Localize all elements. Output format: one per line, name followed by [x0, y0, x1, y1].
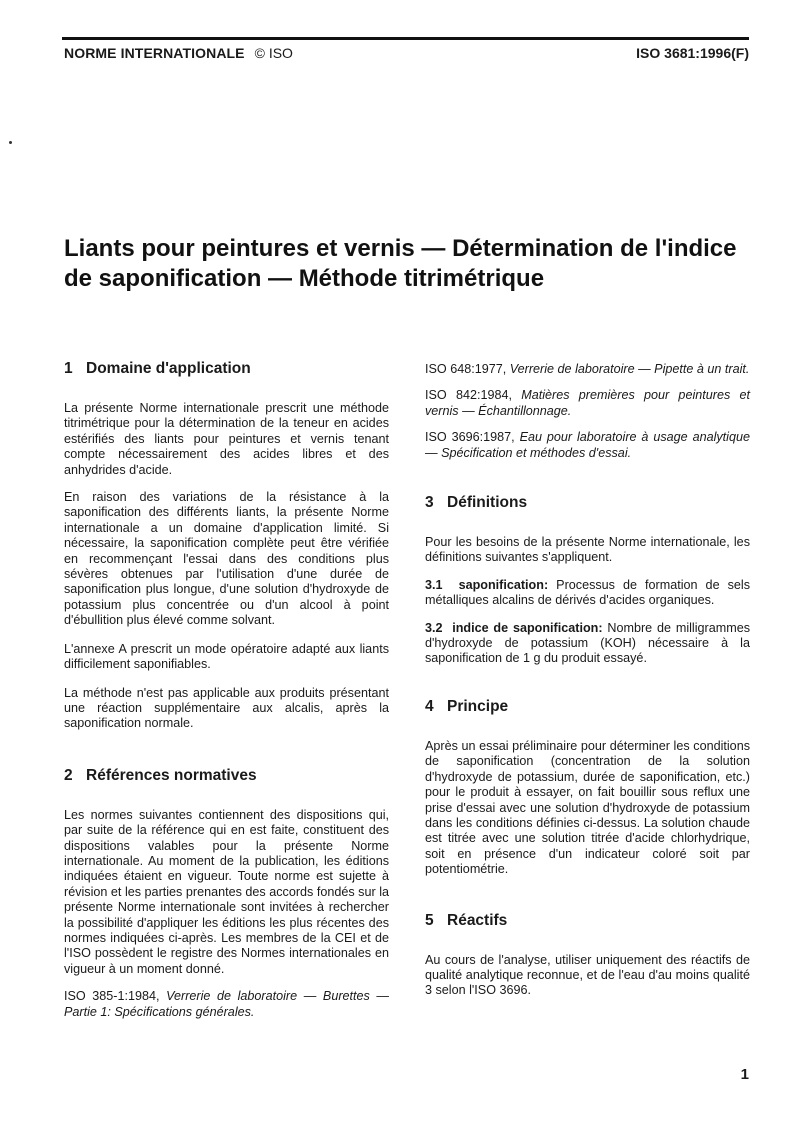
right-column [425, 359, 750, 999]
page-number: 1 [740, 1066, 749, 1083]
header-rule [62, 37, 749, 40]
scope-paragraph: L'annexe A prescrit un mode opératoire adapté aux liants difficilement saponifiables. [64, 641, 389, 672]
section-heading-normative-references: 2 Références normatives [64, 766, 257, 784]
page-header-left [64, 45, 293, 61]
reference-item: ISO 842:1984, Matières premières pour peintures et vernis — Échantillonnage. [425, 388, 750, 418]
section-heading-definitions: 3 Définitions [425, 494, 528, 512]
references-intro: Les normes suivantes contiennent des dispositions qui, par suite de la référence qui en est faite, constituent des dispositions valables pour la présente Norme internationale. Au moment de la publication, les éditions indiquées étaient en vigueur. Toute norme est sujette à révision et les parties prenantes des accords fondés sur la présente Norme internationale sont invitées à rechercher la possibilité d'appliquer les éditions les plus récentes des normes indiquées ci-après. Les membres de la CEI et de l'ISO possèdent le registre des Normes internationales en vigueur à un moment donné. [64, 807, 389, 976]
left-column [64, 359, 389, 1020]
reagents-paragraph: Au cours de l'analyse, utiliser uniquement des réactifs de qualité analytique reconnue, et de l'eau d'au moins qualité 3 selon l'ISO 3696. [425, 952, 750, 998]
reference-item: ISO 3696:1987, Eau pour laboratoire à usage analytique — Spécification et méthodes d'essai. [425, 430, 750, 460]
standard-type: NORME INTERNATIONALE [64, 45, 245, 61]
definition-item: 3.2 indice de saponification: Nombre de milligrammes d'hydroxyde de potassium (KOH) nécessaire à la saponification de 1 g du produit essayé. [425, 620, 751, 666]
section-heading-principle: 4 Principe [425, 697, 509, 715]
definitions-intro: Pour les besoins de la présente Norme internationale, les définitions suivantes s'appliquent. [425, 535, 750, 565]
section-heading-reagents: 5 Réactifs [425, 911, 508, 929]
section-heading-scope: 1 Domaine d'application [64, 360, 251, 377]
document-title: Liants pour peintures et vernis — Détermination de l'indice de saponification — Méthode titrimétrique [64, 235, 737, 292]
standard-reference: ISO 3681:1996(F) [636, 45, 749, 61]
definition-item: 3.1 saponification: Processus de formation de sels métalliques alcalins de dérivés d'acides organiques. [425, 577, 750, 608]
reference-item: ISO 648:1977, Verrerie de laboratoire — Pipette à un trait. [425, 362, 750, 376]
scope-paragraph: En raison des variations de la résistance à la saponification des différents liants, la présente Norme internationale a un domaine d'application limité. Si nécessaire, la saponification complète peut être vérifiée en recommençant l'essai dans des conditions plus sévères obtenues par l'utilisation d'une durée de saponification plus longue, d'une solution d'hydroxyde de potassium plus concentrée ou d'un alcool à point d'ébullition plus élevé comme solvant. [64, 490, 389, 628]
scope-paragraph: La présente Norme internationale prescrit une méthode titrimétrique pour la détermination de la teneur en acides estérifiés des liants pour peintures et vernis tenant compte nécessairement des acides libres et des anhydrides d'acide. [64, 401, 389, 477]
principle-paragraph: Après un essai préliminaire pour déterminer les conditions de saponification (concentration de la solution d'hydroxyde de potassium, durée de saponification, etc.) pour le produit à essayer, on fait bouillir sous reflux une prise d'essai avec une solution d'hydroxyde de potassium dans les conditions définies ci-dessus. La solution chaude est titrée avec une solution titrée d'acide chlorhydrique, soit en présence d'un indicateur coloré soit par potentiométrie. [425, 738, 750, 877]
copyright-notice: © ISO [254, 45, 293, 61]
scan-speck [9, 141, 12, 144]
scope-paragraph: La méthode n'est pas applicable aux produits présentant une réaction supplémentaire aux alcalis, après la saponification normale. [64, 685, 389, 731]
reference-item: ISO 385-1:1984, Verrerie de laboratoire — Burettes — Partie 1: Spécifications générales. [64, 989, 389, 1019]
